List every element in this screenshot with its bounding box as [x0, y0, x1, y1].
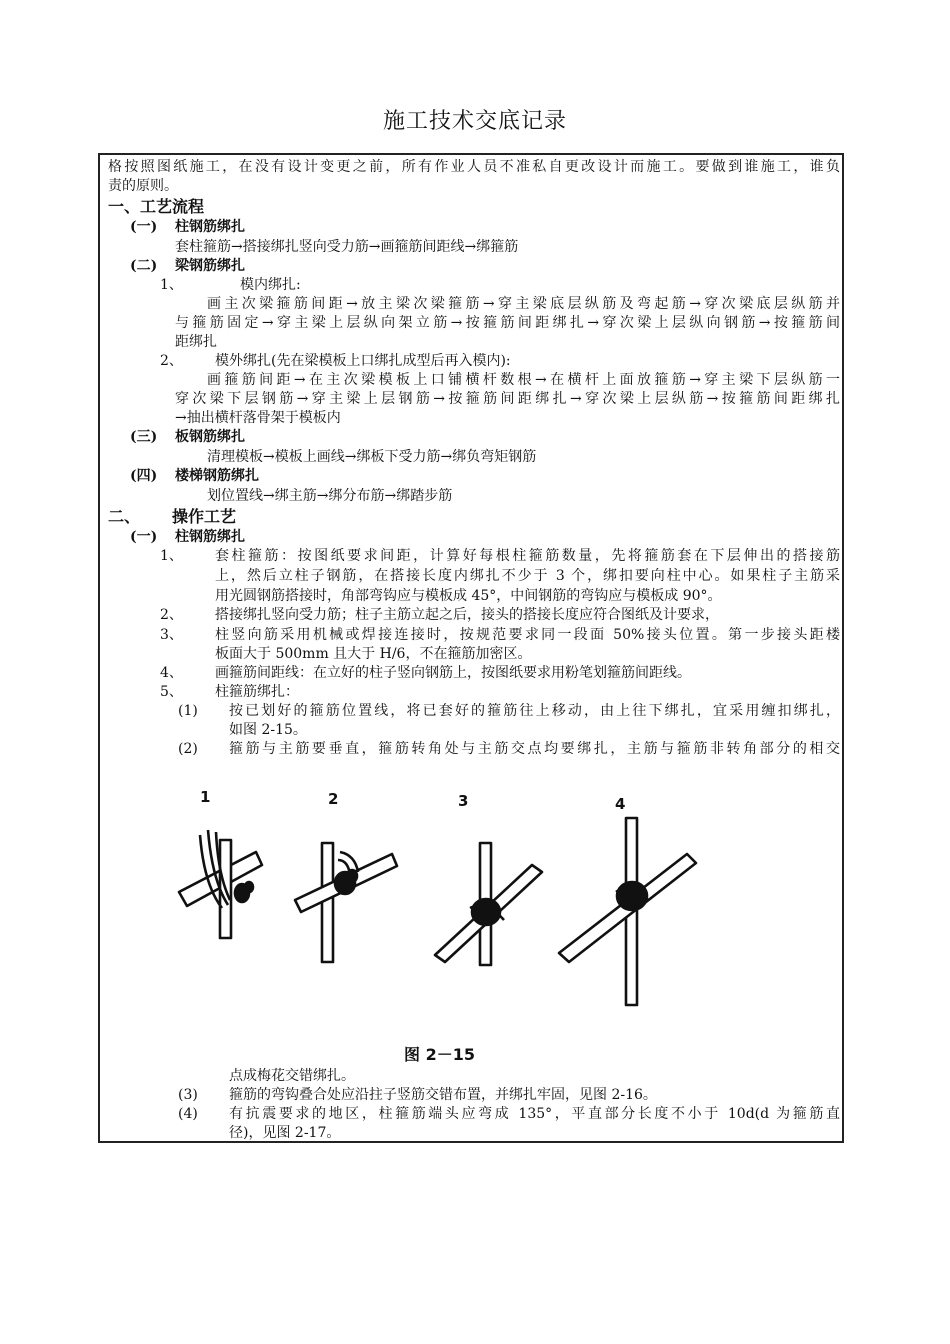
s1-sub3-text: 清理模板→模板上画线→绑板下受力筋→绑负弯矩钢筋 [207, 449, 537, 465]
s1-sub1-num: (一) [130, 219, 158, 235]
s2-item3-line-2: 板面大于 500mm 且大于 H/6，不在箍筋加密区。 [215, 646, 532, 662]
s2-subitem1-line-2: 如图 2-15。 [229, 722, 307, 738]
s2-item3-num: 3、 [160, 627, 183, 643]
s1-sub2-item1-line-2: 与箍筋固定→穿主梁上层纵向架立筋→按箍筋间距绑扎→穿次梁上层纵向钢筋→按箍筋间 [175, 315, 840, 331]
s2-item2-line-1: 搭接绑扎竖向受力筋；柱子主筋立起之后，接头的搭接长度应符合图纸及计要求， [215, 607, 719, 623]
s1-sub4-title: 楼梯钢筋绑扎 [175, 468, 259, 484]
s2-item1-line-3: 用光圆钢筋搭接时，角部弯钩应与模板成 45°，中间钢筋的弯钩应与模板成 90°。 [215, 588, 722, 604]
section-1-heading: 一、工艺流程 [108, 197, 205, 216]
s1-sub1-title: 柱钢筋绑扎 [175, 219, 245, 235]
s2-subitem1-num: (1) [178, 703, 198, 719]
s2-subitem3-num: (3) [178, 1087, 198, 1103]
s2-item3-line-1: 柱竖向筋采用机械或焊接连接时，按规范要求同一段面 50%接头位置。第一步接头距楼 [215, 627, 840, 643]
s2-item5-num: 5、 [160, 684, 183, 700]
s2-subitem4-line-1: 有抗震要求的地区，柱箍筋端头应弯成 135°，平直部分长度不小于 10d(d 为箍筋直 [229, 1106, 840, 1122]
s2-subitem3-line-1: 箍筋的弯钩叠合处应沿拄子竖筋交错布置，并绑扎牢固，见图 2-16。 [229, 1087, 657, 1103]
s2-subitem4-line-2: 径)，见图 2-17。 [229, 1125, 341, 1141]
s2-item4-num: 4、 [160, 665, 183, 681]
s1-sub2-item2-num: 2、 [160, 353, 183, 369]
s1-sub4-text: 划位置线→绑主筋→绑分布筋→绑踏步筋 [207, 488, 453, 504]
s2-item5-line-1: 柱箍筋绑扎： [215, 684, 299, 700]
figure-label-4: 4 [615, 795, 626, 813]
figure-label-2: 2 [328, 790, 339, 808]
figure-4-drawing [559, 818, 696, 1005]
s2-sub1-title: 柱钢筋绑扎 [175, 529, 245, 545]
s1-sub2-item2-title: 模外绑扎(先在梁模板上口绑扎成型后再入模内): [215, 353, 511, 369]
s2-subitem2-line-2: 点成梅花交错绑扎。 [229, 1068, 355, 1084]
s2-item2-num: 2、 [160, 607, 183, 623]
s1-sub3-title: 板钢筋绑扎 [175, 429, 245, 445]
s1-sub3-num: (三) [130, 429, 158, 445]
figure-2-drawing [295, 843, 397, 962]
s2-item4-line-1: 画箍筋间距线：在立好的柱子竖向钢筋上，按图纸要求用粉笔划箍筋间距线。 [215, 665, 691, 681]
s2-item1-line-2: 上，然后立柱子钢筋，在搭接长度内绑扎不少于 3 个，绑扣要向柱中心。如果柱子主筋采 [215, 568, 840, 584]
s1-sub2-item1-line-3: 距绑扎 [175, 334, 217, 350]
s2-item1-num: 1、 [160, 548, 183, 564]
s1-sub1-text: 套柱箍筋→搭接绑扎竖向受力筋→画箍筋间距线→绑箍筋 [175, 239, 519, 255]
figure-3-drawing [435, 843, 542, 965]
s2-subitem1-line-1: 按已划好的箍筋位置线，将已套好的箍筋往上移动，由上往下绑扎，宜采用缠扣绑扎， [229, 703, 840, 719]
s1-sub2-item1-line-1: 画主次梁箍筋间距→放主梁次梁箍筋→穿主梁底层纵筋及弯起筋→穿次梁底层纵筋并 [207, 296, 840, 312]
figure-caption: 图 2－15 [404, 1045, 475, 1064]
figure-label-1: 1 [200, 788, 211, 806]
s1-sub4-num: (四) [130, 468, 158, 484]
s1-sub2-num: (二) [130, 258, 158, 274]
s2-sub1-num: (一) [130, 529, 158, 545]
figure-rebar-tying [170, 780, 710, 1040]
s1-sub2-item2-line-2: 穿次梁下层钢筋→穿主梁上层钢筋→按箍筋间距绑扎→穿次梁上层纵筋→按箍筋间距绑扎 [175, 391, 840, 407]
s1-sub2-item1-title: 模内绑扎: [240, 277, 301, 293]
s1-sub2-item2-line-1: 画箍筋间距→在主次梁模板上口铺横杆数根→在横杆上面放箍筋→穿主梁下层纵筋一 [207, 372, 840, 388]
section-2-heading: 操作工艺 [172, 507, 237, 526]
section-2-num: 二、 [108, 507, 141, 526]
s1-sub2-item2-line-3: →抽出横杆落骨架于模板内 [175, 410, 341, 426]
s2-subitem4-num: (4) [178, 1106, 198, 1122]
page-title: 施工技术交底记录 [382, 109, 567, 134]
s2-item1-line-1: 套柱箍筋：按图纸要求间距，计算好每根柱箍筋数量，先将箍筋套在下层伸出的搭接筋 [215, 548, 840, 564]
figure-1-drawing [179, 830, 262, 938]
intro-line-2: 责的原则。 [108, 178, 178, 194]
s1-sub2-item1-num: 1、 [160, 277, 183, 293]
intro-line-1: 格按照图纸施工，在没有设计变更之前，所有作业人员不准私自更改设计而施工。要做到谁施工，谁负 [108, 159, 840, 175]
s2-subitem2-line-1: 箍筋与主筋要垂直，箍筋转角处与主筋交点均要绑扎，主筋与箍筋非转角部分的相交 [229, 741, 840, 757]
figure-label-3: 3 [458, 792, 469, 810]
s1-sub2-title: 梁钢筋绑扎 [175, 258, 245, 274]
s2-subitem2-num: (2) [178, 741, 198, 757]
